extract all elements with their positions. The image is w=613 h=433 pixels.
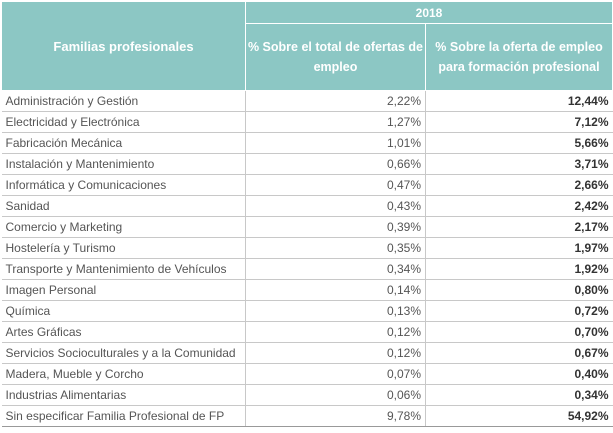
fp-percent-cell: 54,92% <box>426 406 613 427</box>
fp-percent-cell: 1,97% <box>426 238 613 259</box>
family-cell: Administración y Gestión <box>2 91 246 112</box>
total-percent-cell: 0,35% <box>246 238 426 259</box>
family-cell: Artes Gráficas <box>2 322 246 343</box>
total-percent-cell: 0,12% <box>246 322 426 343</box>
total-percent-cell: 0,43% <box>246 196 426 217</box>
fp-percent-cell: 2,42% <box>426 196 613 217</box>
header-total-offers: % Sobre el total de ofertas de empleo <box>246 24 426 91</box>
fp-percent-cell: 0,67% <box>426 343 613 364</box>
table-row <box>2 91 613 112</box>
fp-percent-cell: 3,71% <box>426 154 613 175</box>
total-percent-cell: 0,14% <box>246 280 426 301</box>
fp-percent-cell: 0,70% <box>426 322 613 343</box>
employment-table <box>1 1 613 427</box>
table-row <box>2 175 613 196</box>
family-cell: Comercio y Marketing <box>2 217 246 238</box>
table-row <box>2 196 613 217</box>
total-percent-cell: 0,34% <box>246 259 426 280</box>
fp-percent-cell: 1,92% <box>426 259 613 280</box>
table-row <box>2 112 613 133</box>
family-cell: Industrias Alimentarias <box>2 385 246 406</box>
total-percent-cell: 1,01% <box>246 133 426 154</box>
total-percent-cell: 1,27% <box>246 112 426 133</box>
total-percent-cell: 0,06% <box>246 385 426 406</box>
total-percent-cell: 0,39% <box>246 217 426 238</box>
table-row <box>2 238 613 259</box>
family-cell: Madera, Mueble y Corcho <box>2 364 246 385</box>
table-row <box>2 385 613 406</box>
fp-percent-cell: 7,12% <box>426 112 613 133</box>
family-cell: Sin especificar Familia Profesional de FP <box>2 406 246 427</box>
family-cell: Servicios Socioculturales y a la Comunidad <box>2 343 246 364</box>
fp-percent-cell: 0,80% <box>426 280 613 301</box>
table-body <box>2 91 613 427</box>
total-percent-cell: 0,12% <box>246 343 426 364</box>
table-row <box>2 406 613 427</box>
fp-percent-cell: 2,17% <box>426 217 613 238</box>
table-row <box>2 364 613 385</box>
fp-percent-cell: 2,66% <box>426 175 613 196</box>
family-cell: Electricidad y Electrónica <box>2 112 246 133</box>
total-percent-cell: 0,66% <box>246 154 426 175</box>
table-row <box>2 133 613 154</box>
family-cell: Transporte y Mantenimiento de Vehículos <box>2 259 246 280</box>
table-row <box>2 322 613 343</box>
header-year: 2018 <box>246 2 613 24</box>
table-row <box>2 154 613 175</box>
table-row <box>2 217 613 238</box>
family-cell: Hostelería y Turismo <box>2 238 246 259</box>
total-percent-cell: 0,13% <box>246 301 426 322</box>
table-row <box>2 301 613 322</box>
header-fp-offers: % Sobre la oferta de empleo para formación profesional <box>426 24 613 91</box>
total-percent-cell: 9,78% <box>246 406 426 427</box>
table-row <box>2 259 613 280</box>
header-families: Familias profesionales <box>2 2 246 91</box>
fp-percent-cell: 0,72% <box>426 301 613 322</box>
fp-percent-cell: 12,44% <box>426 91 613 112</box>
table-row <box>2 280 613 301</box>
family-cell: Química <box>2 301 246 322</box>
fp-percent-cell: 0,34% <box>426 385 613 406</box>
family-cell: Sanidad <box>2 196 246 217</box>
total-percent-cell: 2,22% <box>246 91 426 112</box>
family-cell: Informática y Comunicaciones <box>2 175 246 196</box>
total-percent-cell: 0,47% <box>246 175 426 196</box>
family-cell: Instalación y Mantenimiento <box>2 154 246 175</box>
family-cell: Imagen Personal <box>2 280 246 301</box>
fp-percent-cell: 5,66% <box>426 133 613 154</box>
family-cell: Fabricación Mecánica <box>2 133 246 154</box>
fp-percent-cell: 0,40% <box>426 364 613 385</box>
total-percent-cell: 0,07% <box>246 364 426 385</box>
table-row <box>2 343 613 364</box>
